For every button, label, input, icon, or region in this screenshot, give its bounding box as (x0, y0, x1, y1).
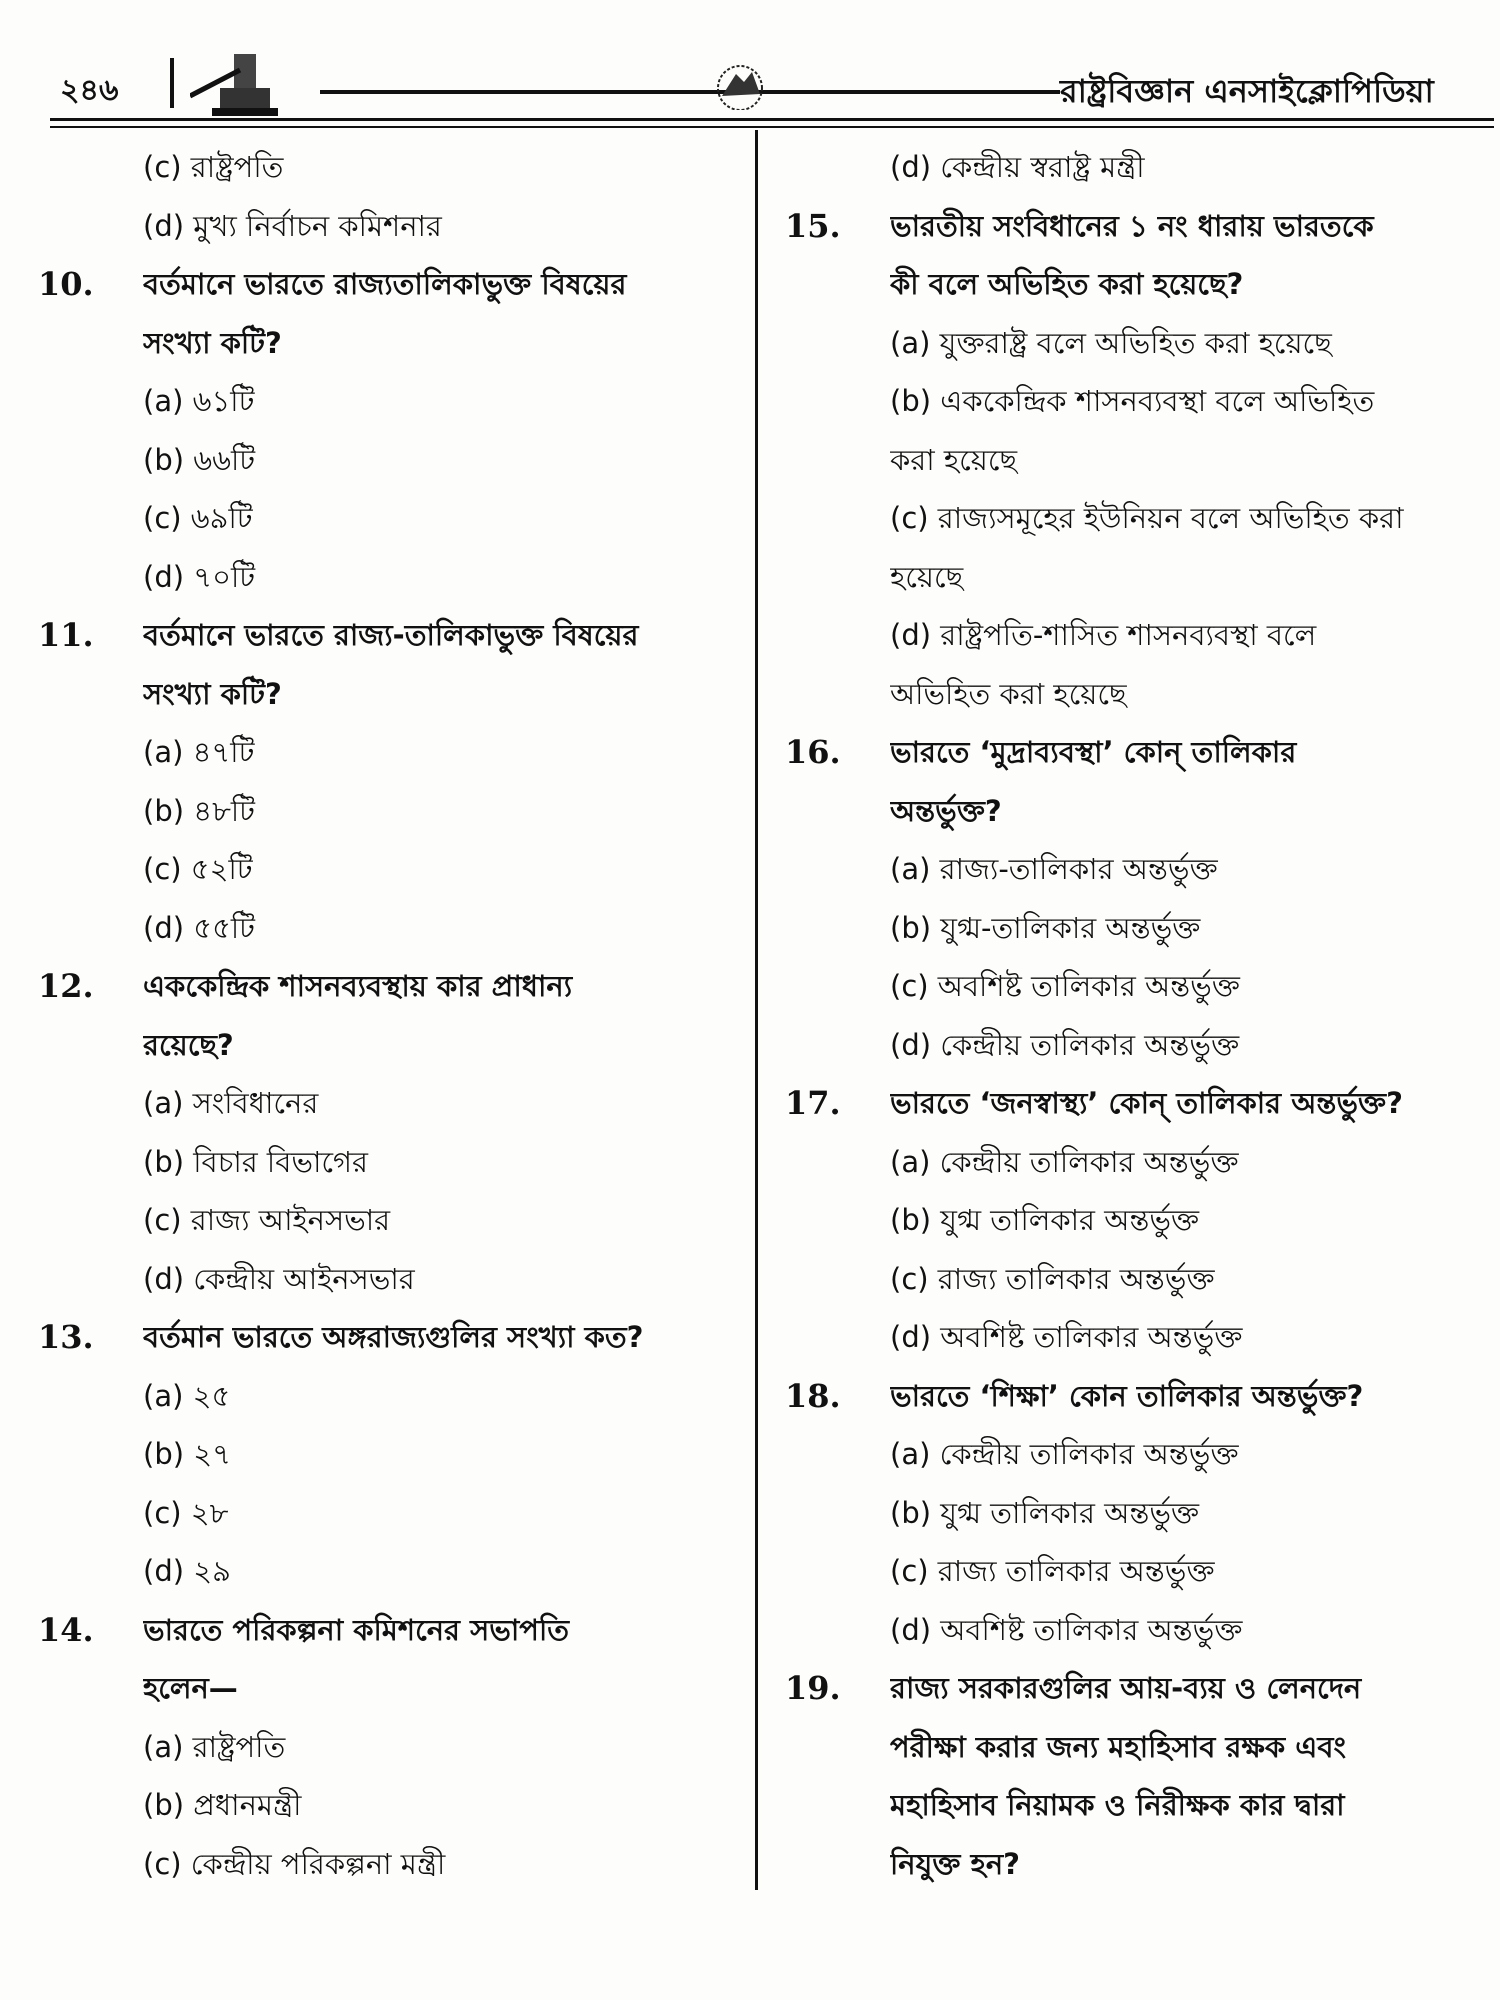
answer-option (38, 840, 738, 899)
option-text: (a) যুক্তরাষ্ট্র বলে অভিহিত করা হয়েছে (890, 325, 1332, 360)
question-continuation (785, 255, 1480, 314)
answer-option (38, 197, 738, 256)
question-continuation (38, 314, 738, 373)
answer-option (38, 1835, 738, 1894)
book-title: রাষ্ট্রবিজ্ঞান এনসাইক্লোপিডিয়া (1060, 72, 1434, 110)
option-text: (d) ৫৫টি (143, 910, 255, 945)
question-number: 17. (785, 1084, 841, 1122)
answer-option (38, 899, 738, 958)
question-line (38, 957, 738, 1016)
answer-option (38, 1542, 738, 1601)
answer-option (785, 1601, 1480, 1660)
option-text: (d) মুখ্য নির্বাচন কমিশনার (143, 208, 442, 243)
option-text: (d) অবশিষ্ট তালিকার অন্তর্ভুক্ত (890, 1612, 1243, 1647)
option-text: (d) অবশিষ্ট তালিকার অন্তর্ভুক্ত (890, 1320, 1243, 1354)
option-text: (d) কেন্দ্রীয় আইনসভার (143, 1261, 415, 1296)
page-header (30, 48, 1494, 133)
answer-option (38, 1425, 738, 1484)
question-text: মহাহিসাব নিয়ামক ও নিরীক্ষক কার দ্বারা (890, 1788, 1345, 1822)
question-line (38, 606, 738, 665)
option-text: (b) ৪৮টি (143, 793, 255, 828)
answer-option (785, 489, 1480, 548)
header-underline-thin (50, 126, 1494, 128)
option-text: (a) রাজ্য-তালিকার অন্তর্ভুক্ত (890, 852, 1218, 886)
answer-option (785, 606, 1480, 665)
answer-option (785, 1425, 1480, 1484)
question-text: ভারতে পরিকল্পনা কমিশনের সভাপতি (143, 1612, 569, 1647)
question-continuation (785, 1776, 1480, 1835)
option-text: (a) সংবিধানের (143, 1086, 319, 1120)
answer-option (38, 548, 738, 607)
option-text: করা হয়েছে (890, 442, 1018, 477)
answer-option (785, 1484, 1480, 1543)
question-number: 11. (38, 616, 94, 654)
option-text: (c) ২৮ (143, 1495, 229, 1530)
option-text: (b) যুগ্ম তালিকার অন্তর্ভুক্ত (890, 1495, 1200, 1530)
option-text: (c) কেন্দ্রীয় পরিকল্পনা মন্ত্রী (143, 1846, 446, 1881)
answer-option (38, 1776, 738, 1835)
question-text: বর্তমানে ভারতে রাজ্যতালিকাভুক্ত বিষয়ের (143, 267, 627, 301)
question-number: 16. (785, 733, 841, 771)
option-text: (a) রাষ্ট্রপতি (143, 1729, 286, 1764)
answer-option (38, 489, 738, 548)
option-text: (b) বিচার বিভাগের (143, 1144, 368, 1179)
question-line (38, 255, 738, 314)
answer-option (785, 431, 1480, 490)
question-line (785, 723, 1480, 782)
right-column (785, 138, 1480, 1893)
question-text: ভারতে ‘মুদ্রাব্যবস্থা’ কোন্ তালিকার (890, 735, 1297, 769)
answer-option (38, 1718, 738, 1777)
left-column (38, 138, 738, 1893)
answer-option (38, 1191, 738, 1250)
answer-option (38, 1250, 738, 1309)
question-line (785, 1074, 1480, 1133)
header-divider (170, 58, 174, 108)
question-text: বর্তমানে ভারতে রাজ্য-তালিকাভুক্ত বিষয়ের (143, 618, 639, 652)
answer-option (785, 548, 1480, 607)
question-text: হলেন— (143, 1671, 238, 1705)
question-text: অন্তর্ভুক্ত? (890, 793, 1002, 828)
question-text: পরীক্ষা করার জন্য মহাহিসাব রক্ষক এবং (890, 1729, 1346, 1764)
option-text: (c) ৬৯টি (143, 501, 253, 535)
option-text: (b) যুগ্ম তালিকার অন্তর্ভুক্ত (890, 1203, 1200, 1237)
option-text: (c) রাজ্য তালিকার অন্তর্ভুক্ত (890, 1554, 1215, 1588)
question-text: রয়েছে? (143, 1027, 234, 1062)
option-text: (a) কেন্দ্রীয় তালিকার অন্তর্ভুক্ত (890, 1437, 1239, 1471)
question-line (785, 1659, 1480, 1718)
answer-option (785, 1133, 1480, 1192)
answer-option (38, 723, 738, 782)
question-line (785, 197, 1480, 256)
answer-option (38, 1133, 738, 1192)
option-text: (c) অবশিষ্ট তালিকার অন্তর্ভুক্ত (890, 969, 1240, 1003)
option-text: (c) ৫২টি (143, 852, 253, 886)
question-continuation (785, 1718, 1480, 1777)
question-continuation (38, 1016, 738, 1075)
question-line (38, 1601, 738, 1660)
answer-option (38, 1484, 738, 1543)
answer-option (785, 1191, 1480, 1250)
question-text: রাজ্য সরকারগুলির আয়-ব্যয় ও লেনদেন (890, 1671, 1362, 1705)
answer-option (785, 138, 1480, 197)
option-text: (c) রাষ্ট্রপতি (143, 150, 284, 184)
answer-option (785, 899, 1480, 958)
question-continuation (38, 665, 738, 724)
question-text: নিযুক্ত হন? (890, 1846, 1020, 1881)
question-text: সংখ্যা কটি? (143, 676, 282, 711)
option-text: (b) যুগ্ম-তালিকার অন্তর্ভুক্ত (890, 910, 1201, 945)
question-text: বর্তমান ভারতে অঙ্গরাজ্যগুলির সংখ্যা কত? (143, 1320, 644, 1354)
globe-icon (700, 60, 780, 110)
question-text: ভারতীয় সংবিধানের ১ নং ধারায় ভারতকে (890, 208, 1374, 243)
option-text: (d) ৭০টি (143, 559, 256, 594)
option-text: (a) ৬১টি (143, 384, 255, 418)
answer-option (785, 314, 1480, 373)
question-continuation (38, 1659, 738, 1718)
page-number: ২৪৬ (60, 73, 119, 108)
question-number: 18. (785, 1376, 841, 1415)
answer-option (38, 782, 738, 841)
option-text: (b) ৬৬টি (143, 442, 256, 477)
answer-option (38, 1367, 738, 1426)
answer-option (785, 957, 1480, 1016)
option-text: (d) কেন্দ্রীয় স্বরাষ্ট্র মন্ত্রী (890, 150, 1145, 184)
header-underline (50, 118, 1494, 121)
question-number: 12. (38, 967, 94, 1005)
question-line (38, 1308, 738, 1367)
option-text: (c) রাজ্যসমূহের ইউনিয়ন বলে অভিহিত করা (890, 501, 1404, 535)
answer-option (785, 1250, 1480, 1309)
option-text: (a) ২৫ (143, 1378, 231, 1413)
option-text: (d) ২৯ (143, 1554, 231, 1588)
option-text: (c) রাজ্য আইনসভার (143, 1203, 391, 1237)
question-continuation (785, 782, 1480, 841)
question-text: ভারতে ‘জনস্বাস্থ্য’ কোন্ তালিকার অন্তর্ভুক্ত? (890, 1086, 1403, 1120)
option-text: (a) কেন্দ্রীয় তালিকার অন্তর্ভুক্ত (890, 1144, 1239, 1179)
gavel-icon (190, 48, 330, 118)
option-text: (b) প্রধানমন্ত্রী (143, 1788, 302, 1822)
answer-option (38, 138, 738, 197)
answer-option (785, 840, 1480, 899)
question-text: এককেন্দ্রিক শাসনব্যবস্থায় কার প্রাধান্য (143, 969, 573, 1003)
option-text: হয়েছে (890, 559, 964, 594)
header-rule (320, 90, 1060, 94)
column-divider (755, 130, 758, 1890)
question-number: 14. (38, 1610, 94, 1649)
answer-option (785, 372, 1480, 431)
option-text: (b) এককেন্দ্রিক শাসনব্যবস্থা বলে অভিহিত (890, 384, 1375, 418)
question-continuation (785, 1835, 1480, 1894)
option-text: অভিহিত করা হয়েছে (890, 676, 1127, 711)
question-number: 10. (38, 265, 94, 303)
question-text: কী বলে অভিহিত করা হয়েছে? (890, 267, 1244, 301)
option-text: (b) ২৭ (143, 1437, 231, 1471)
question-number: 15. (785, 206, 841, 245)
answer-option (785, 1016, 1480, 1075)
question-number: 13. (38, 1318, 94, 1356)
option-text: (d) রাষ্ট্রপতি-শাসিত শাসনব্যবস্থা বলে (890, 618, 1317, 652)
answer-option (38, 431, 738, 490)
question-text: সংখ্যা কটি? (143, 325, 282, 360)
answer-option (38, 1074, 738, 1133)
answer-option (38, 372, 738, 431)
answer-option (785, 665, 1480, 724)
option-text: (d) কেন্দ্রীয় তালিকার অন্তর্ভুক্ত (890, 1027, 1240, 1062)
option-text: (c) রাজ্য তালিকার অন্তর্ভুক্ত (890, 1261, 1215, 1296)
question-number: 19. (785, 1669, 841, 1707)
answer-option (785, 1542, 1480, 1601)
answer-option (785, 1308, 1480, 1367)
question-line (785, 1367, 1480, 1426)
question-text: ভারতে ‘শিক্ষা’ কোন তালিকার অন্তর্ভুক্ত? (890, 1378, 1364, 1413)
option-text: (a) ৪৭টি (143, 735, 255, 769)
